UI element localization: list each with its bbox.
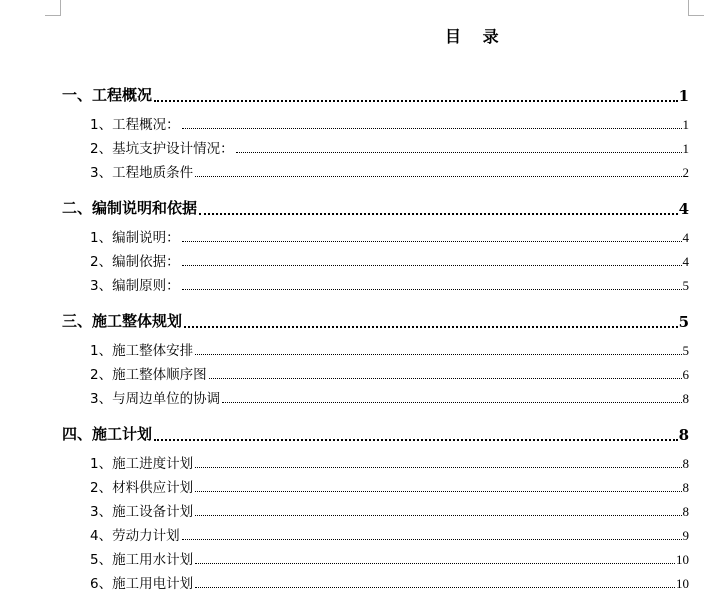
toc-section-label: 2、施工整体顺序图	[90, 367, 207, 383]
toc-section-label: 5、施工用水计划	[90, 552, 194, 568]
toc-dot-leader	[182, 289, 682, 290]
toc-section-page-number: 8	[682, 456, 689, 471]
toc-section-page-number: 9	[682, 528, 689, 543]
toc-section-entry[interactable]	[90, 574, 689, 592]
toc-chapter-label: 一、工程概况	[62, 86, 153, 104]
toc-section-label: 3、编制原则：	[90, 278, 180, 294]
toc-section-entry[interactable]	[90, 454, 689, 472]
toc-section-page-number: 8	[682, 391, 689, 406]
toc-section-entry[interactable]	[90, 341, 689, 359]
toc-dot-leader	[154, 100, 678, 102]
toc-dot-leader	[195, 515, 681, 516]
toc-chapter-label: 二、编制说明和依据	[62, 199, 198, 217]
toc-dot-leader	[195, 176, 681, 177]
toc-section-label: 2、基坑支护设计情况：	[90, 141, 234, 157]
toc-dot-leader	[199, 213, 678, 215]
page-corner-mark-top-left	[45, 0, 61, 16]
toc-dot-leader	[195, 467, 681, 468]
toc-section-page-number: 5	[682, 343, 689, 358]
toc-dot-leader	[182, 241, 682, 242]
toc-section-label: 4、劳动力计划	[90, 528, 180, 544]
toc-section-entry[interactable]	[90, 526, 689, 544]
toc-dot-leader	[182, 265, 682, 266]
toc-section-page-number: 10	[676, 576, 689, 591]
toc-section-entry[interactable]	[90, 252, 689, 270]
toc-dot-leader	[209, 378, 682, 379]
toc-section-page-number: 1	[682, 141, 689, 156]
toc-section-entry[interactable]	[90, 163, 689, 181]
toc-chapter-label: 四、施工计划	[62, 425, 153, 443]
toc-dot-leader	[195, 563, 675, 564]
toc-chapter-page-number: 8	[678, 426, 689, 444]
toc-section-page-number: 4	[682, 230, 689, 245]
toc-section-page-number: 4	[682, 254, 689, 269]
toc-chapter-page-number: 1	[678, 87, 689, 105]
toc-section-entry[interactable]	[90, 365, 689, 383]
toc-section-page-number: 6	[682, 367, 689, 382]
toc-chapter-entry[interactable]	[62, 198, 689, 218]
toc-section-entry[interactable]	[90, 276, 689, 294]
toc-chapter-page-number: 4	[678, 200, 689, 218]
toc-dot-leader	[195, 491, 681, 492]
toc-section-label: 1、编制说明：	[90, 230, 180, 246]
toc-section-entry[interactable]	[90, 139, 689, 157]
toc-dot-leader	[195, 587, 675, 588]
toc-section-label: 1、施工整体安排	[90, 343, 194, 359]
toc-section-entry[interactable]	[90, 115, 689, 133]
toc-dot-leader	[182, 539, 682, 540]
toc-section-label: 1、施工进度计划	[90, 456, 194, 472]
toc-chapter-page-number: 5	[678, 313, 689, 331]
toc-section-page-number: 5	[682, 278, 689, 293]
toc-dot-leader	[182, 128, 682, 129]
toc-section-entry[interactable]	[90, 502, 689, 520]
page-corner-mark-top-right	[688, 0, 704, 16]
toc-chapter-label: 三、施工整体规划	[62, 312, 183, 330]
toc-dot-leader	[236, 152, 682, 153]
toc-section-entry[interactable]	[90, 389, 689, 407]
toc-chapter-entry[interactable]	[62, 85, 689, 105]
toc-section-page-number: 10	[676, 552, 689, 567]
toc-section-label: 2、编制依据：	[90, 254, 180, 270]
toc-section-label: 3、工程地质条件	[90, 165, 194, 181]
toc-section-entry[interactable]	[90, 478, 689, 496]
toc-section-page-number: 1	[682, 117, 689, 132]
toc-section-page-number: 2	[682, 165, 689, 180]
toc-title: 目 录	[445, 27, 507, 46]
toc-chapter-entry[interactable]	[62, 311, 689, 331]
toc-section-page-number: 8	[682, 480, 689, 495]
toc-section-label: 1、工程概况：	[90, 117, 180, 133]
toc-dot-leader	[154, 439, 678, 441]
toc-section-entry[interactable]	[90, 550, 689, 568]
toc-section-label: 3、与周边单位的协调	[90, 391, 221, 407]
toc-chapter-entry[interactable]	[62, 424, 689, 444]
toc-section-label: 6、施工用电计划	[90, 576, 194, 592]
toc-section-entry[interactable]	[90, 228, 689, 246]
toc-dot-leader	[184, 326, 678, 328]
toc-dot-leader	[222, 402, 681, 403]
toc-section-page-number: 8	[682, 504, 689, 519]
toc-section-label: 3、施工设备计划	[90, 504, 194, 520]
toc-dot-leader	[195, 354, 681, 355]
toc-section-label: 2、材料供应计划	[90, 480, 194, 496]
